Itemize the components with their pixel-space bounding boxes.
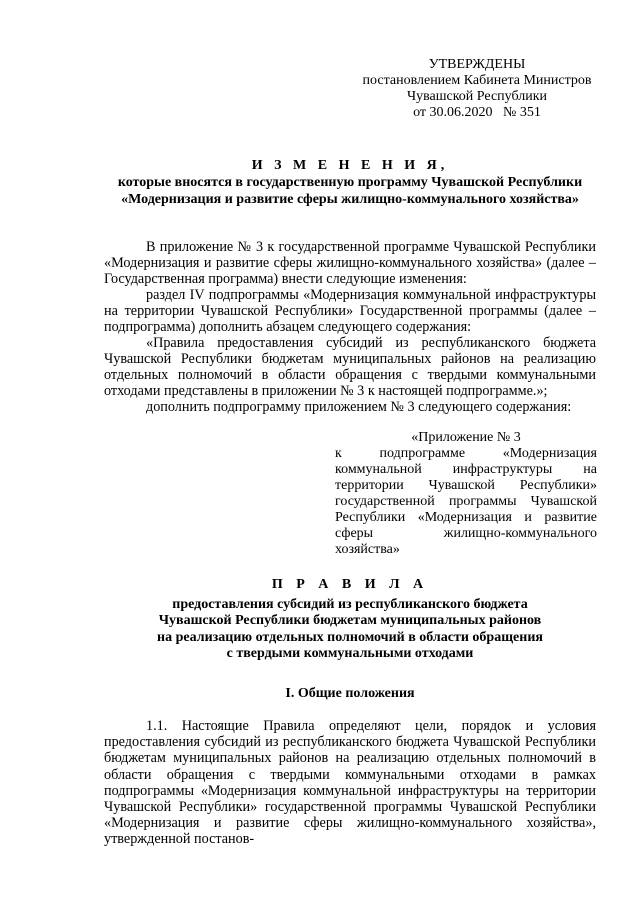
rules-subtitle-line: с твердыми коммунальными отходами <box>226 646 474 661</box>
body-paragraph: раздел IV подпрограммы «Модернизация коммунальной инфраструктуры на территории Чувашской Республики» Государственной программы (далее – подпрограмма) дополнить абзацем следующего содержания: <box>104 287 596 335</box>
changes-subtitle-line: «Модернизация и развитие сферы жилищно-коммунального хозяйства» <box>121 192 579 207</box>
appendix-title: «Приложение № 3 <box>411 430 521 445</box>
body-paragraph: В приложение № 3 к государственной программе Чувашской Республики «Модернизация и развитие сферы жилищно-коммунального хозяйства» (далее – Государственная программа) внести следующие изменения: <box>104 239 596 287</box>
rules-subtitle-line: Чувашской Республики бюджетам муниципальных районов <box>158 613 542 628</box>
section-body <box>104 718 596 848</box>
approval-stamp <box>352 57 602 121</box>
section-title: I. Общие положения <box>285 686 415 701</box>
changes-body <box>104 239 596 415</box>
changes-heading <box>105 157 595 208</box>
approval-line: УТВЕРЖДЕНЫ <box>428 57 526 72</box>
rules-subtitle-line: предоставления субсидий из республиканского бюджета <box>172 596 528 612</box>
body-paragraph: дополнить подпрограмму приложением № 3 следующего содержания: <box>146 399 572 415</box>
appendix-header <box>335 430 597 558</box>
approval-line: Чувашской Республики <box>406 89 548 104</box>
approval-date-line: от 30.06.2020 № 351 <box>413 105 541 120</box>
rules-subtitle-line: на реализацию отдельных полномочий в области обращения <box>157 629 543 645</box>
changes-title: И З М Е Н Е Н И Я, <box>251 158 449 173</box>
section-paragraph: 1.1. Настоящие Правила определяют цели, порядок и условия предоставления субсидий из республиканского бюджета Чувашской Республики бюджетам муниципальных районов на реализацию отдельных полномочий в области обращения с твердыми коммунальными отходами в рамках подпрограммы «Модернизация коммунальной инфраструктуры на территории Чувашской Республики» государственной программы Чувашской Республики «Модернизация и развитие сферы жилищно-коммунального хозяйства», утвержденной постанов- <box>104 718 596 848</box>
approval-line: постановлением Кабинета Министров <box>362 73 592 88</box>
rules-heading <box>105 577 595 663</box>
appendix-text: к подпрограмме «Модернизация коммунальной инфраструктуры на территории Чувашской Республики» государственной программы Чувашской Республики «Модернизация и развитие сферы жилищно-коммунального хозяйства» <box>335 446 597 557</box>
changes-subtitle-line: которые вносятся в государственную программу Чувашской Республики <box>117 175 583 190</box>
body-paragraph: «Правила предоставления субсидий из республиканского бюджета Чувашской Республики бюджетам муниципальных районов на реализацию отдельных полномочий в области обращения с твердыми коммунальными отходами представлены в приложении № 3 к настоящей подпрограмме.»; <box>104 335 596 399</box>
rules-title: П Р А В И Л А <box>271 577 429 592</box>
